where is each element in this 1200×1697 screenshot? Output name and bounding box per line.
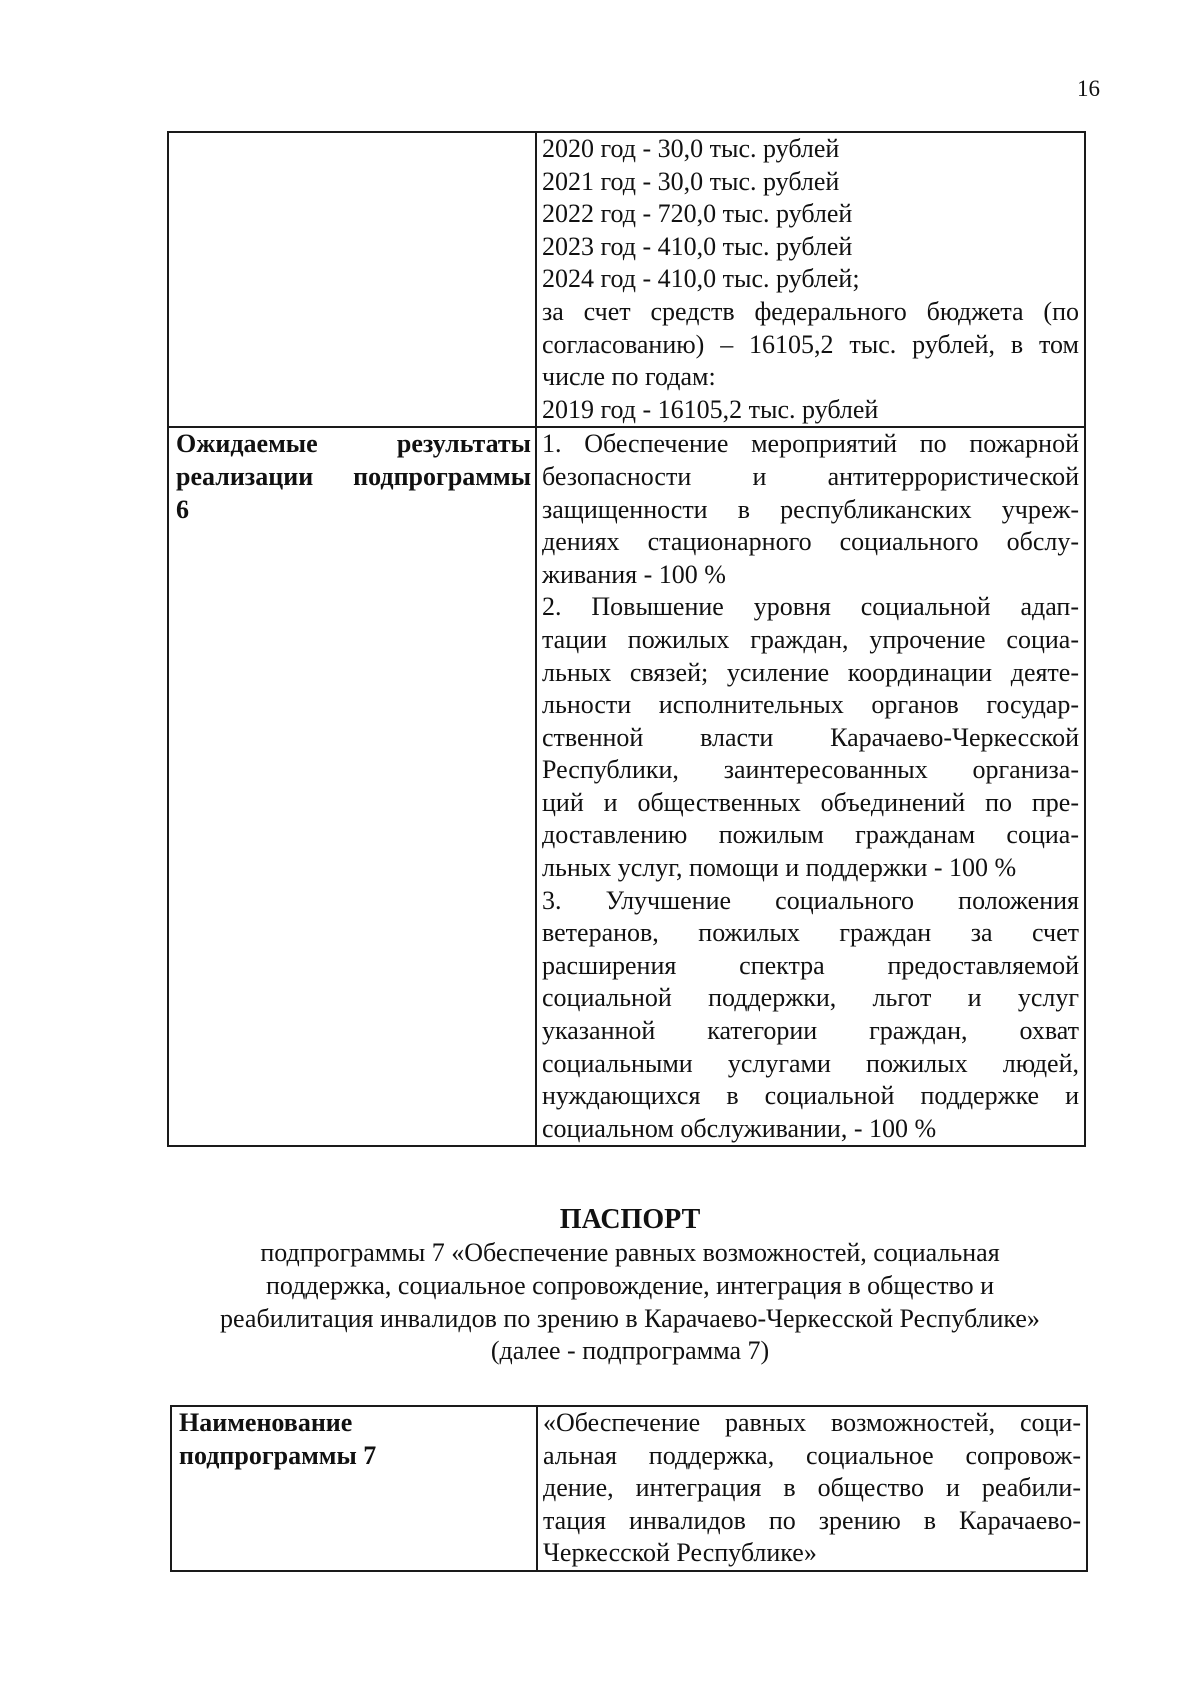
subprogram-name-line: тация инвалидов по зрению в Карачаево- [543,1505,1081,1535]
expected-results-row [168,427,1085,1146]
result-line: тации пожилых граждан, упрочение социа- [542,624,1079,654]
expected-results-label: Ожидаемые результаты [176,429,531,459]
result-line: ветеранов, пожилых граждан за счет [542,918,1079,948]
result-line: указанной категории граждан, охват [542,1016,1079,1046]
subprogram-name-value-cell [537,1406,1087,1571]
result-line: 2. Повышение уровня социальной адап- [542,592,1079,622]
subprogram-name-line: Черкесской Республике» [543,1538,817,1568]
subprogram-name-label: подпрограммы 7 [179,1440,377,1470]
subprogram-7-passport-table [170,1405,1088,1572]
result-line: живания - 100 % [542,559,726,589]
funding-line: числе по годам: [542,362,716,392]
funding-line: согласованию) – 16105,2 тыс. рублей, в том [542,329,1079,359]
result-line: социальными услугами пожилых людей, [542,1048,1079,1078]
funding-line: 2021 год - 30,0 тыс. рублей [542,166,840,196]
funding-label-cell [168,132,536,427]
funding-line: 2022 год - 720,0 тыс. рублей [542,199,853,229]
expected-results-text-cell [536,427,1085,1146]
result-line: нуждающихся в социальной поддержке и [542,1081,1079,1111]
funding-line: 2024 год - 410,0 тыс. рублей; [542,264,860,294]
passport-subtitle-line: (далее - подпрограмма 7) [490,1336,770,1366]
subprogram-name-row [171,1406,1087,1571]
passport-subtitle-line: реабилитация инвалидов по зрению в Карачаево-Черкесской Республике» [220,1303,1040,1333]
funding-line: 2023 год - 410,0 тыс. рублей [542,231,853,261]
subprogram-name-label-cell [171,1406,537,1571]
result-line: социальной поддержки, льгот и услуг [542,983,1079,1013]
passport-subtitle-line: подпрограммы 7 «Обеспечение равных возможностей, социальная [260,1238,1000,1267]
funding-row [168,132,1085,427]
result-line: ственной власти Карачаево-Черкесской [542,722,1079,752]
subprogram-name-label: Наименование [179,1408,353,1437]
result-line: 3. Улучшение социального положения [542,885,1079,915]
result-line: 1. Обеспечение мероприятий по пожарной [542,429,1079,459]
subprogram-name-line: «Обеспечение равных возможностей, соци- [543,1408,1081,1437]
funding-line: за счет средств федерального бюджета (по [542,296,1079,326]
result-line: доставлению пожилым гражданам социа- [542,820,1079,850]
expected-results-label-cell [168,427,536,1146]
passport-subtitle-line: поддержка, социальное сопровождение, интеграция в общество и [266,1270,994,1300]
funding-line: 2020 год - 30,0 тыс. рублей [542,134,840,163]
expected-results-label: 6 [176,494,189,524]
subprogram-name-line: дение, интеграция в общество и реабили- [543,1473,1081,1503]
result-line: льных услуг, помощи и поддержки - 100 % [542,853,1017,883]
result-line: льности исполнительных органов государ- [542,690,1079,720]
result-line: ций и общественных объединений по пре- [542,787,1079,817]
result-line: безопасности и антитеррористической [542,461,1079,491]
result-line: социальном обслуживании, - 100 % [542,1113,937,1143]
subprogram-name-line: альная поддержка, социальное сопровож- [543,1440,1081,1470]
result-line: дениях стационарного социального обслу- [542,527,1079,557]
funding-results-table [167,131,1086,1147]
expected-results-label: реализации подпрограммы [176,461,531,491]
result-line: расширения спектра предоставляемой [542,950,1079,980]
funding-values-cell [536,132,1085,427]
page-number: 16 [1077,76,1100,101]
funding-line: 2019 год - 16105,2 тыс. рублей [542,394,879,424]
result-line: Республики, заинтересованных организа- [542,755,1079,785]
result-line: защищенности в республиканских учреж- [542,494,1079,524]
passport-title: ПАСПОРТ [559,1204,701,1235]
result-line: льных связей; усиление координации деяте- [542,657,1079,687]
passport-heading [150,1203,1110,1368]
